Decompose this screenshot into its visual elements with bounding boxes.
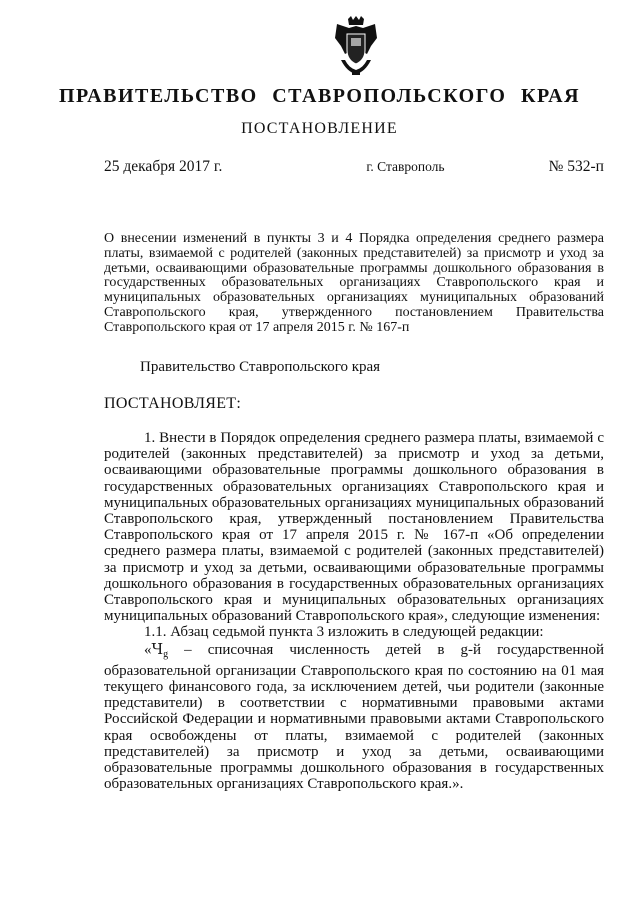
- variable-symbol: Ч: [151, 639, 164, 658]
- open-quote: «: [144, 641, 152, 658]
- coat-of-arms-icon: [333, 16, 379, 76]
- paragraph-1: 1. Внести в Порядок определения среднего размера платы, взимаемой с родителей (законных представителей) за присмотр и уход за детьми, осваивающими образовательные программы дошкольного образования в государственных образовательных организациях Ставропольского края и муниципальных образовательных организациях муниципальных образований Ставропольского края, утвержденный постановлением Правительства Ставропольского края от 17 апреля 2015 г. № 167-п «Об определении среднего размера платы, взимаемой с родителей (законных представителей) за присмотр и уход за детьми, осваивающими образовательные программы дошкольного образования в государственных образовательных организациях Ставропольского края и муниципальных образовательных организациях муниципальных образований Ставропольского края», следующие изменения:: [104, 430, 604, 625]
- quoted-text: – списочная численность детей в g-й государственной образовательной организации Ставропольского края по состоянию на 01 мая текущего финансового года, за исключением детей, чьи родители (законные представители) в соответствии с нормативными правовыми актами Российской Федерации и нормативными правовыми актами Ставропольского края освобождены от платы, взимаемой с родителей (законных представителей) за присмотр и уход за детьми, осваивающими образовательные программы дошкольного образования в государственных образовательных организациях Ставропольского края.».: [104, 641, 604, 793]
- paragraph-quoted: [104, 641, 604, 793]
- document-type: ПОСТАНОВЛЕНИЕ: [241, 120, 398, 137]
- document-number: № 532-п: [548, 158, 604, 175]
- document-date: 25 декабря 2017 г.: [104, 158, 223, 175]
- decree-heading: ПОСТАНОВЛЯЕТ:: [104, 395, 242, 412]
- document-meta: [104, 158, 604, 176]
- paragraph-1-1: 1.1. Абзац седьмой пункта 3 изложить в следующей редакции:: [144, 624, 544, 641]
- government-title: ПРАВИТЕЛЬСТВО СТАВРОПОЛЬСКОГО КРАЯ: [58, 85, 581, 107]
- variable-subscript: g: [163, 648, 169, 660]
- document-subject: О внесении изменений в пункты 3 и 4 Порядка определения среднего размера платы, взимаемой с родителей (законных представителей) за присмотр и уход за детьми, осваивающими образовательные программы дошкольного образования в государственных образовательных организациях Ставропольского края и муниципальных образовательных организациях муниципальных образований Ставропольского края, утвержденного постановлением Правительства Ставропольского края от 17 апреля 2015 г. № 167-п: [104, 231, 604, 335]
- document-body: [104, 430, 604, 792]
- document-city: г. Ставрополь: [366, 159, 445, 174]
- issuer-line: Правительство Ставропольского края: [140, 359, 381, 375]
